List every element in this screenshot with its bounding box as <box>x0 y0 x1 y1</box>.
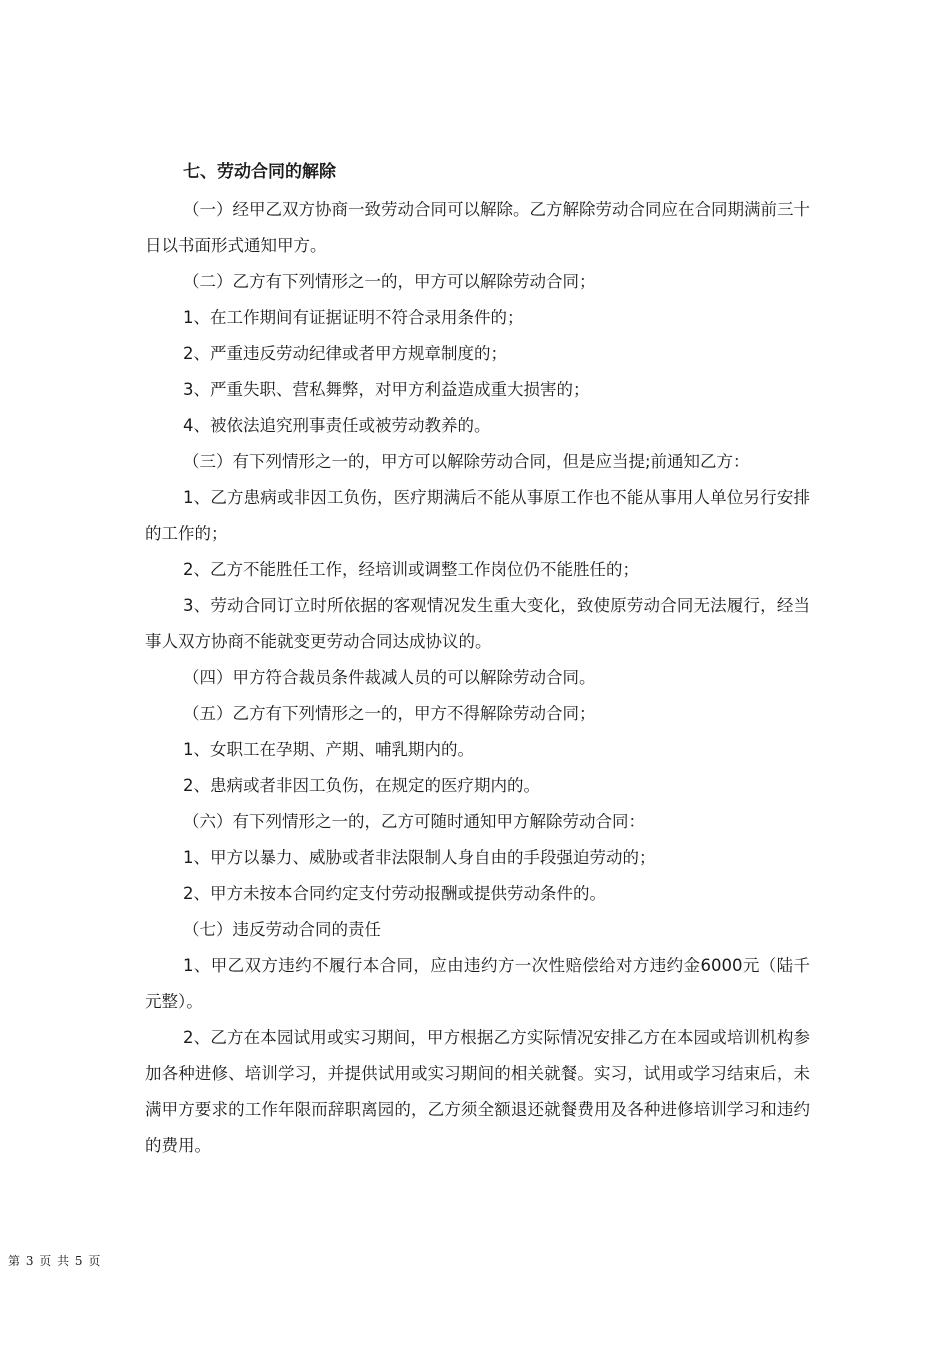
list-item: 2、患病或者非因工负伤，在规定的医疗期内的。 <box>183 776 540 795</box>
paragraph: （七）违反劳动合同的责任 <box>183 920 381 939</box>
list-item: 4、被依法追究刑事责任或被劳动教养的。 <box>183 416 491 435</box>
list-item: 2、乙方在本园试用或实习期间，甲方根据乙方实际情况安排乙方在本园或培训机构参加各种进修、培训学习，并提供试用或实习期间的相关就餐。实习，试用或学习结束后，未满甲方要求的工作年限而辞职离园的，乙方须全额退还就餐费用及各种进修培训学习和违约的费用。 <box>145 1028 810 1155</box>
list-item: 1、乙方患病或非因工负伤，医疗期满后不能从事原工作也不能从事用人单位另行安排的工作的； <box>145 488 810 543</box>
list-item: 1、甲乙双方违约不履行本合同，应由违约方一次性赔偿给对方违约金6000元（陆千元整）。 <box>145 956 810 1011</box>
list-item: 2、严重违反劳动纪律或者甲方规章制度的； <box>183 344 507 363</box>
paragraph: （二）乙方有下列情形之一的，甲方可以解除劳动合同； <box>183 272 596 291</box>
document-body <box>145 158 810 1164</box>
paragraph: （一）经甲乙双方协商一致劳动合同可以解除。乙方解除劳动合同应在合同期满前三十日以书面形式通知甲方。 <box>145 200 810 255</box>
paragraph: （六）有下列情形之一的，乙方可随时通知甲方解除劳动合同： <box>183 812 645 831</box>
section-heading: 七、劳动合同的解除 <box>183 162 336 182</box>
paragraph: （五）乙方有下列情形之一的，甲方不得解除劳动合同； <box>183 704 596 723</box>
page-number: 第 3 页 共 5 页 <box>8 1254 102 1268</box>
paragraph: （三）有下列情形之一的，甲方可以解除劳动合同，但是应当提;前通知乙方： <box>183 452 750 471</box>
list-item: 1、甲方以暴力、威胁或者非法限制人身自由的手段强迫劳动的； <box>183 848 656 867</box>
list-item: 3、劳动合同订立时所依据的客观情况发生重大变化，致使原劳动合同无法履行，经当事人双方协商不能就变更劳动合同达成协议的。 <box>145 596 810 651</box>
list-item: 2、乙方不能胜任工作，经培训或调整工作岗位仍不能胜任的； <box>183 560 639 579</box>
list-item: 1、在工作期间有证据证明不符合录用条件的； <box>183 308 524 327</box>
paragraph: （四）甲方符合裁员条件裁减人员的可以解除劳动合同。 <box>183 668 596 687</box>
list-item: 3、严重失职、营私舞弊，对甲方利益造成重大损害的； <box>183 380 590 399</box>
list-item: 1、女职工在孕期、产期、哺乳期内的。 <box>183 740 474 759</box>
list-item: 2、甲方未按本合同约定支付劳动报酬或提供劳动条件的。 <box>183 884 606 903</box>
